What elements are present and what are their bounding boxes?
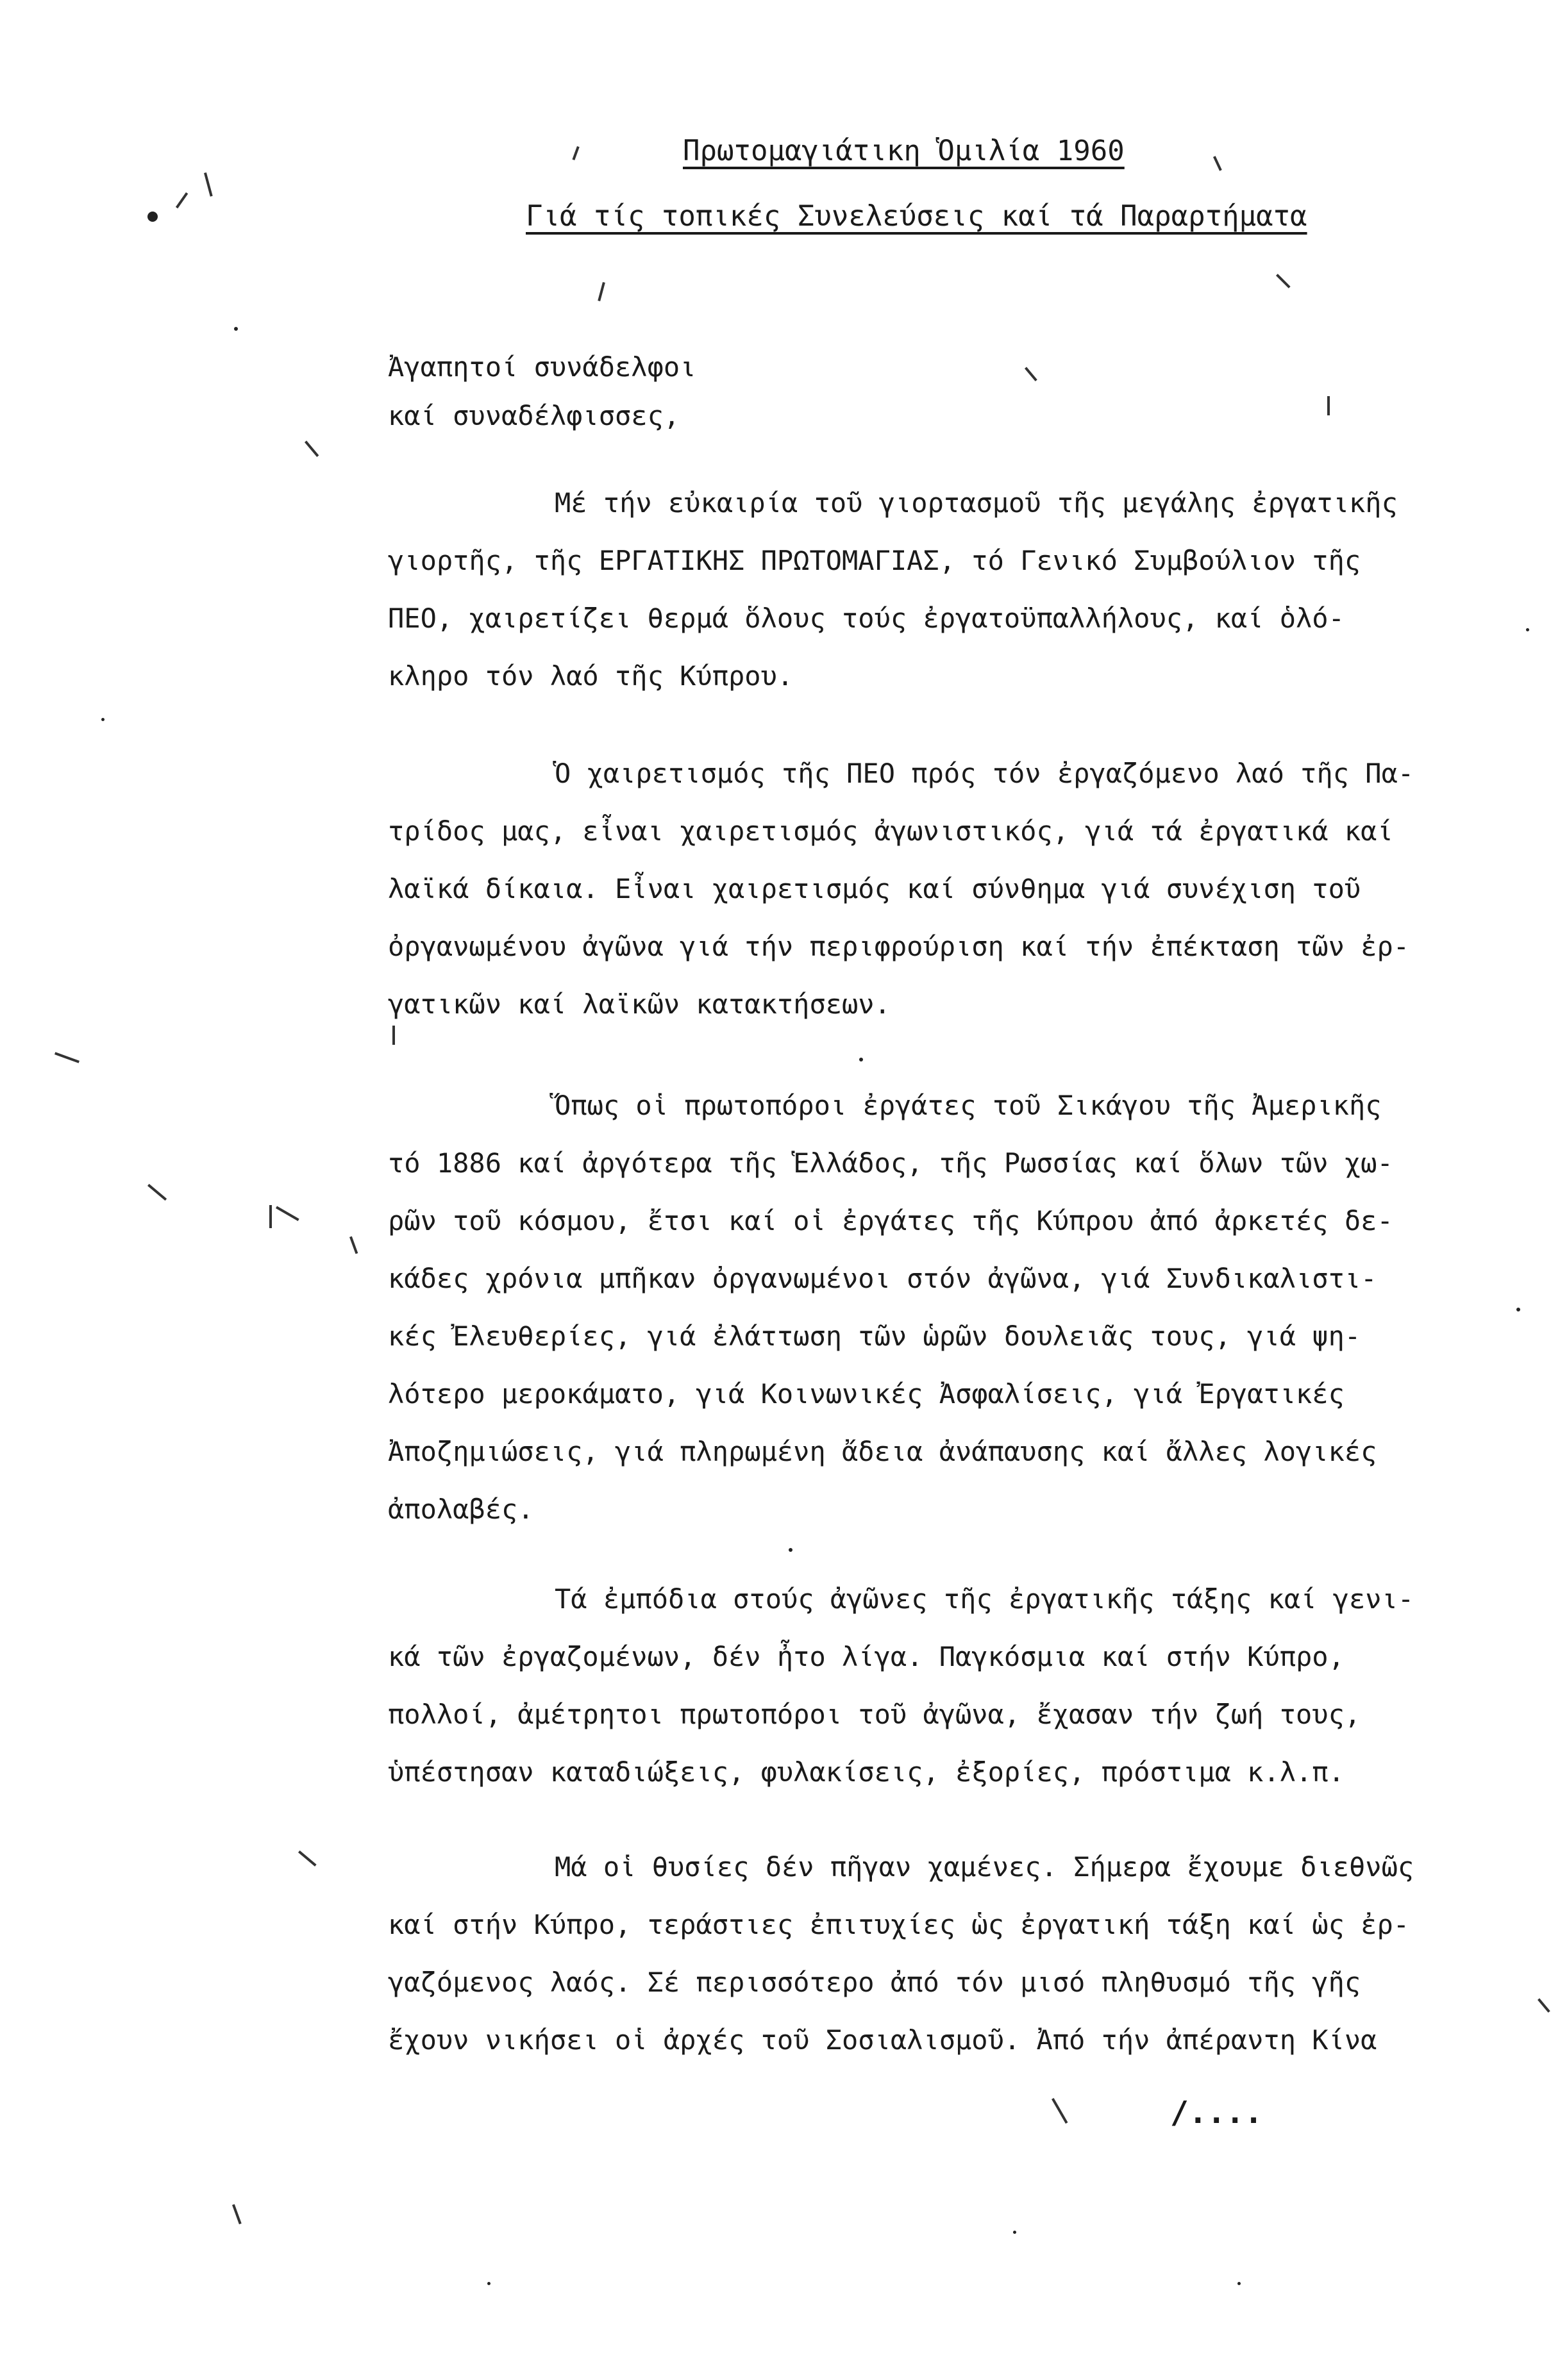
scan-stroke <box>598 282 605 301</box>
paragraph-line: τρίδος μας, εἶναι χαιρετισμός ἀγωνιστικός, γιά τά ἐργατικά καί <box>388 815 1393 847</box>
scan-speck <box>1013 2231 1016 2234</box>
scan-stroke <box>54 1052 80 1063</box>
scan-stroke <box>269 1205 272 1228</box>
paragraph-line: πολλοί, ἀμέτρητοι πρωτοπόροι τοῦ ἀγῶνα, ἔχασαν τήν ζωή τους, <box>388 1699 1361 1730</box>
paragraph-line: γατικῶν καί λαϊκῶν κατακτήσεων. <box>388 988 891 1020</box>
scan-speck <box>1526 628 1529 631</box>
document-subtitle: Γιά τίς τοπικές Συνελεύσεις καί τά Παραρτήματα <box>526 200 1307 233</box>
scan-stroke <box>392 1026 395 1045</box>
paragraph-line: Ὅπως οἱ πρωτοπόροι ἐργάτες τοῦ Σικάγου τῆς Ἀμερικῆς <box>555 1090 1382 1121</box>
paragraph-line: κάδες χρόνια μπῆκαν ὀργανωμένοι στόν ἀγῶνα, γιά Συνδικαλιστι- <box>388 1263 1377 1294</box>
paragraph-line: γιορτῆς, τῆς ΕΡΓΑΤΙΚΗΣ ΠΡΩΤΟΜΑΓΙΑΣ, τό Γενικό Συμβούλιον τῆς <box>388 545 1361 576</box>
scan-speck <box>147 212 158 222</box>
scan-stroke <box>1052 2098 1068 2124</box>
scan-stroke <box>1327 396 1330 415</box>
scan-stroke <box>1276 274 1291 288</box>
paragraph-line: ὑπέστησαν καταδιώξεις, φυλακίσεις, ἐξορίες, πρόστιμα κ.λ.π. <box>388 1756 1345 1788</box>
paragraph-line: ρῶν τοῦ κόσμου, ἔτσι καί οἱ ἐργάτες τῆς Κύπρου ἀπό ἀρκετές δε- <box>388 1205 1393 1236</box>
paragraph <box>388 1570 1439 1801</box>
paragraph-line: ἔχουν νικήσει οἱ ἀρχές τοῦ Σοσιαλισμοῦ. Ἀπό τήν ἀπέραντη Κίνα <box>388 2024 1377 2056</box>
scan-stroke <box>1538 1998 1550 2012</box>
paragraph-line: Μά οἱ θυσίες δέν πῆγαν χαμένες. Σήμερα ἔχουμε διεθνῶς <box>555 1851 1414 1883</box>
paragraph-line: ΠΕΟ, χαιρετίζει θερμά ὅλους τούς ἐργατοϋπαλλήλους, καί ὁλό- <box>388 603 1345 634</box>
paragraph-line: Ἀποζημιώσεις, γιά πληρωμένη ἄδεια ἀνάπαυσης καί ἄλλες λογικές <box>388 1436 1377 1467</box>
scan-stroke <box>305 440 319 457</box>
paragraph-line: Τά ἐμπόδια στούς ἀγῶνες τῆς ἐργατικῆς τάξης καί γενι- <box>555 1583 1414 1615</box>
paragraph-line: Ὁ χαιρετισμός τῆς ΠΕΟ πρός τόν ἐργαζόμενο λαό τῆς Πα- <box>555 758 1414 789</box>
scan-speck <box>101 718 105 721</box>
scan-speck <box>859 1058 863 1061</box>
paragraph-line: ὀργανωμένου ἀγῶνα γιά τήν περιφρούριση καί τήν ἐπέκταση τῶν ἐρ- <box>388 931 1410 962</box>
paragraph-line: γαζόμενος λαός. Σέ περισσότερο ἀπό τόν μισό πληθυσμό τῆς γῆς <box>388 1967 1361 1998</box>
paragraph-line: ἀπολαβές. <box>388 1494 534 1525</box>
scan-stroke <box>572 146 579 160</box>
salutation-line: καί συναδέλφισσες, <box>388 400 680 431</box>
paragraph-line: καί στήν Κύπρο, τεράστιες ἐπιτυχίες ὡς ἐργατική τάξη καί ὡς ἐρ- <box>388 1909 1410 1940</box>
paragraph <box>388 1838 1439 2069</box>
scan-stroke <box>1025 367 1037 381</box>
document-title: Πρωτομαγιάτικη Ὁμιλία 1960 <box>683 135 1125 167</box>
paragraph-line: τό 1886 καί ἀργότερα τῆς Ἑλλάδος, τῆς Ρωσσίας καί ὅλων τῶν χω- <box>388 1147 1393 1179</box>
salutation <box>388 343 696 440</box>
scan-stroke <box>349 1236 358 1254</box>
scan-speck <box>1237 2282 1241 2285</box>
continuation-mark: /.... <box>1170 2095 1263 2131</box>
paragraph <box>388 745 1439 1033</box>
paragraph-line: λότερο μεροκάματο, γιά Κοινωνικές Ἀσφαλίσεις, γιά Ἐργατικές <box>388 1378 1345 1410</box>
paragraph-line: κά τῶν ἐργαζομένων, δέν ἦτο λίγα. Παγκόσμια καί στήν Κύπρο, <box>388 1641 1345 1672</box>
scan-stroke <box>147 1184 167 1201</box>
scan-speck <box>234 327 238 331</box>
paragraph <box>388 474 1439 705</box>
salutation-line: Ἀγαπητοί συνάδελφοι <box>388 351 696 383</box>
scan-stroke <box>176 192 188 208</box>
scan-stroke <box>1213 156 1222 171</box>
paragraph-line: κληρο τόν λαό τῆς Κύπρου. <box>388 660 794 692</box>
scan-stroke <box>298 1851 317 1867</box>
paragraph-line: κές Ἐλευθερίες, γιά ἐλάττωση τῶν ὡρῶν δουλειᾶς τους, γιά ψη- <box>388 1320 1361 1352</box>
scan-stroke <box>276 1206 299 1221</box>
scan-speck <box>789 1548 792 1552</box>
scan-stroke <box>232 2204 242 2224</box>
scan-speck <box>1516 1308 1520 1311</box>
scan-stroke <box>204 172 213 197</box>
paragraph <box>388 1077 1439 1538</box>
paragraph-line: Μέ τήν εὐκαιρία τοῦ γιορτασμοῦ τῆς μεγάλης ἐργατικῆς <box>555 487 1398 519</box>
paragraph-line: λαϊκά δίκαια. Εἶναι χαιρετισμός καί σύνθημα γιά συνέχιση τοῦ <box>388 873 1361 904</box>
scan-speck <box>487 2282 490 2285</box>
